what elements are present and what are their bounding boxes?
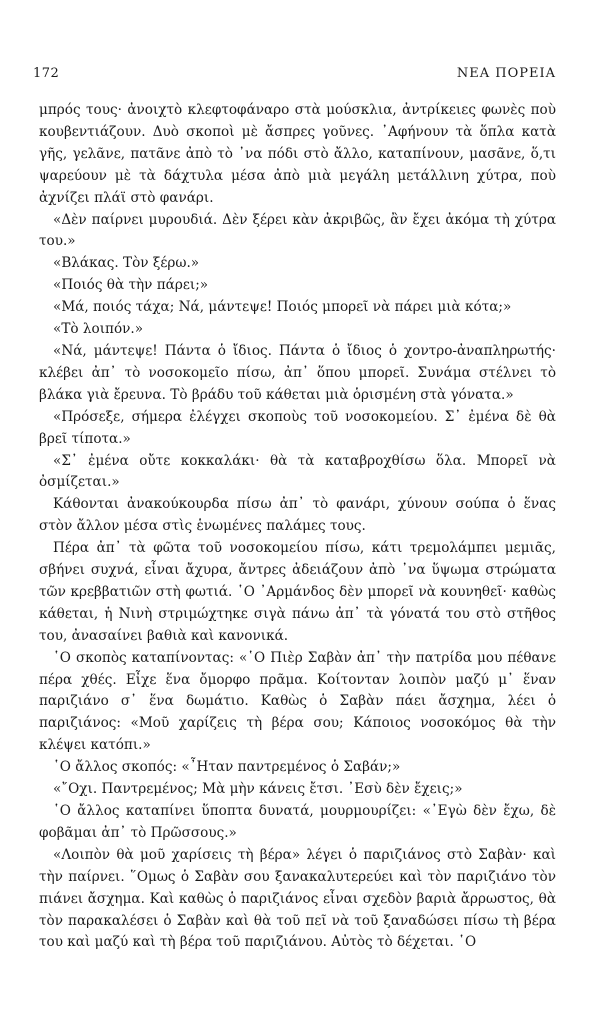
paragraph: μπρός τους· ἀνοιχτὸ κλεφτοφάναρο στὰ μούσκλια, ἀντρίκειες φωνὲς ποὺ κουβεντιάζουν. Δυὸ σκοποὶ μὲ ἄσπρες γοῦνες. ᾿Αφήνουν τὰ ὅπλα κατὰ γῆς, γελᾶνε, πατᾶνε ἀπὸ τὸ ᾿να πόδι στὸ ἄλλο, καταπίνουν, μασᾶνε, ὅ,τι ψαρεύουν μὲ τὰ δάχτυλα μέσα ἀπὸ μιὰ μεγάλη μετάλλινη χύτρα, ποὺ ἀχνίζει πλάϊ στὸ φανάρι. [39,102,556,206]
paragraph: «Σ᾿ ἐμένα οὔτε κοκκαλάκι· θὰ τὰ καταβροχθίσω ὅλα. Μπορεῖ νὰ ὀσμίζεται.» [39,452,556,491]
paragraph: «Πρόσεξε, σήμερα ἐλέγχει σκοποὺς τοῦ νοσοκομείου. Σ᾿ ἐμένα δὲ θὰ βρεῖ τίποτα.» [39,408,556,447]
paragraph: «Μά, ποιός τάχα; Νά, μάντεψε! Ποιός μπορεῖ νὰ πάρει μιὰ κότα;» [53,299,512,316]
running-head: ΝΕΑ ΠΟΡΕΙΑ [456,66,556,81]
paragraph: Πέρα ἀπ᾿ τὰ φῶτα τοῦ νοσοκομείου πίσω, κάτι τρεμολάμπει μεμιᾶς, σβήνει συχνά, εἶναι ἄχυρα, ἄντρες ἀδειάζουν ἀπὸ ᾿να ὕψωμα στρώματα τῶν κρεββατιῶν στὴ φωτιά. ῾Ο ᾿Αρμάνδος δὲν μπορεῖ νὰ κουνηθεῖ· καθὼς κάθεται, ἡ Νινὴ στριμώχτηκε σιγὰ πάνω ἀπ᾿ τὰ γόνατά του στὸ στῆθος του, ἀνασαίνει βαθιὰ καὶ κανονικά. [39,540,556,644]
paragraph: «Λοιπὸν θὰ μοῦ χαρίσεις τὴ βέρα» λέγει ὁ παριζιάνος στὸ Σαβὰν· καὶ τὴν παίρνει. ῞Ομως ὁ Σαβὰν σου ξανακαλυτερεύει καὶ τὸν παριζιάνο τὸν πιάνει ἄσχημα. Καὶ καθὼς ὁ παριζιάνος εἶναι σχεδὸν βαριὰ ἄρρωστος, θὰ τὸν παρακαλέσει ὁ Σαβὰν καὶ θὰ τοῦ πεῖ νὰ τοῦ ξαναδώσει πίσω τὴ βέρα του καὶ μαζύ καὶ τὴ βέρα τοῦ παριζιάνου. Αὐτὸς τὸ δέχεται. ῾Ο [39,846,556,951]
paragraph: ῾Ο ἄλλος καταπίνει ὕποπτα δυνατά, μουρμουρίζει: «᾿Εγὼ δὲν ἔχω, δὲ φοβᾶμαι ἀπ᾿ τὸ Πρῶσσους.» [39,803,556,841]
paragraph: «Ποιός θὰ τὴν πάρει;» [53,277,209,294]
paragraph: «Τὸ λοιπόν.» [53,321,144,338]
paragraph: «Δὲν παίρνει μυρουδιά. Δὲν ξέρει κὰν ἀκριβῶς, ἂν ἔχει ἀκόμα τὴ χύτρα του.» [39,211,556,250]
page-number: 172 [33,66,60,81]
body-text [39,100,556,954]
paragraph: «Βλάκας. Τὸν ξέρω.» [53,255,200,272]
paragraph: ῾Ο σκοπὸς καταπίνοντας: «῾Ο Πιὲρ Σαβὰν ἀπ᾿ τὴν πατρίδα μου πέθανε πέρα χθές. Εἶχε ἕνα ὄμορφο πρᾶμα. Κοίτονταν λοιπὸν μαζύ μ᾿ ἕναν παριζιάνο σ᾿ ἕνα δωμάτιο. Καθὼς ὁ Σαβὰν πάει ἄσχημα, λέει ὁ παριζιάνος: «Μοῦ χαρίζεις τὴ βέρα σου; Κάποιος νοσοκόμος θὰ τὴν κλέψει κατόπι.» [39,649,556,754]
paragraph: ῾Ο ἄλλος σκοπός: «῏Ηταν παντρεμένος ὁ Σαβάν;» [53,759,401,776]
paragraph: «Νά, μάντεψε! Πάντα ὁ ἴδιος. Πάντα ὁ ἴδιος ὁ χοντρο-ἀναπληρωτής· κλέβει ἀπ᾿ τὸ νοσοκομεῖο πίσω, ἀπ᾿ ὅπου μπορεῖ. Συνάμα στέλνει τὸ βλάκα γιὰ ἔρευνα. Τὸ βράδυ τοῦ κάθεται μιὰ ὁρισμένη στὰ γόνατα.» [39,342,556,403]
paragraph: Κάθονται ἀνακούκουρδα πίσω ἀπ᾿ τὸ φανάρι, χύνουν σούπα ὁ ἕνας στὸν ἄλλον μέσα στὶς ἑνωμένες παλάμες τους. [39,496,556,535]
paragraph: «῎Οχι. Παντρεμένος; Μὰ μὴν κάνεις ἔτσι. ᾿Εσὺ δὲν ἔχεις;» [53,781,463,798]
